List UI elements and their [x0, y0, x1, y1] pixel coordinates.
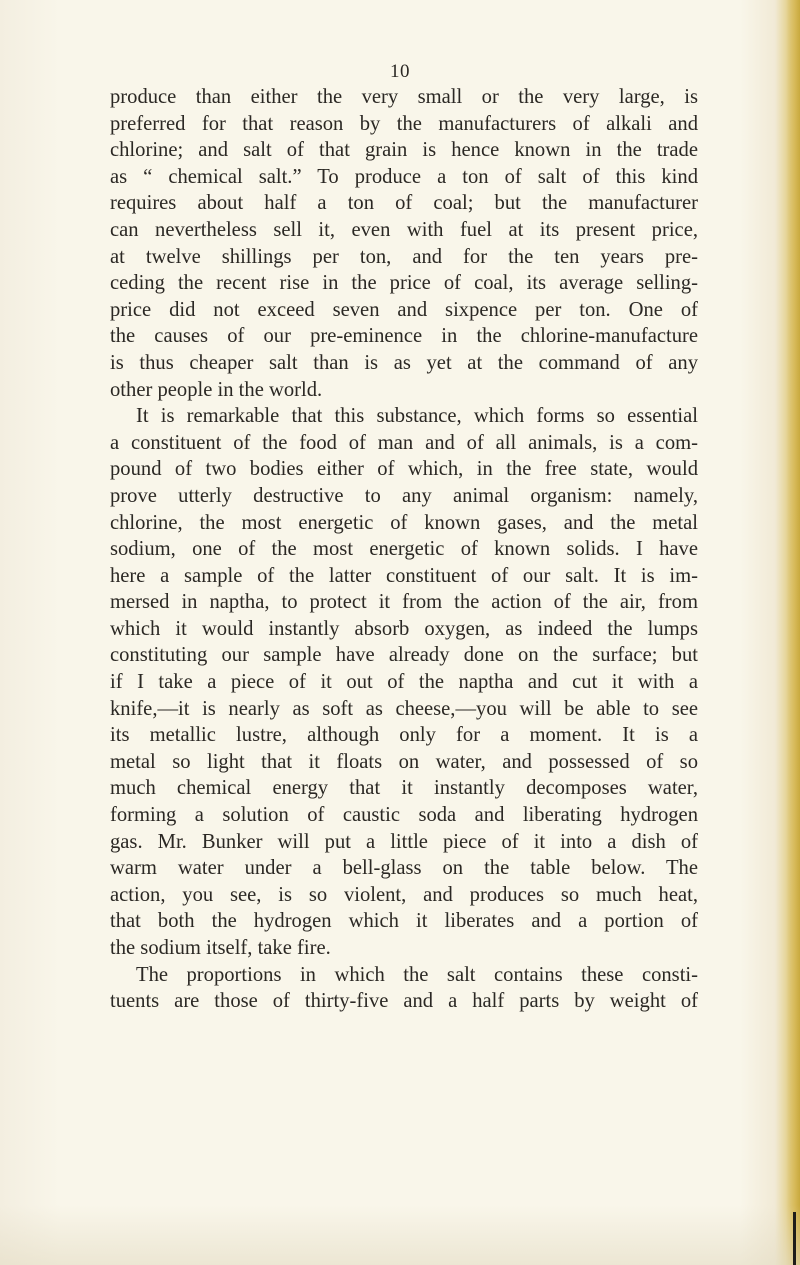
text-line: as “ chemical salt.” To produce a ton of salt of this kind — [110, 165, 698, 188]
text-line: its metallic lustre, although only for a moment. It is a — [110, 724, 698, 747]
text-line: constituting our sample have already done on the surface; but — [110, 644, 698, 667]
text-line: gas. Mr. Bunker will put a little piece of it into a dish of — [110, 830, 698, 853]
text-line: knife,—it is nearly as soft as cheese,—you will be able to see — [110, 697, 698, 720]
text-line: tuents are those of thirty-five and a half parts by weight of — [110, 990, 698, 1013]
text-line: requires about half a ton of coal; but the manufacturer — [110, 192, 698, 215]
text-line: chlorine; and salt of that grain is hence known in the trade — [110, 139, 698, 162]
text-line: mersed in naptha, to protect it from the action of the air, from — [110, 591, 698, 614]
text-line: at twelve shillings per ton, and for the ten years pre- — [110, 245, 698, 268]
text-line: forming a solution of caustic soda and liberating hydrogen — [110, 804, 698, 827]
text-line: a constituent of the food of man and of all animals, is a com- — [110, 431, 698, 454]
text-line: much chemical energy that it instantly decomposes water, — [110, 777, 698, 800]
page-edge-shadow — [786, 0, 800, 1265]
text-line: price did not exceed seven and sixpence per ton. One of — [110, 298, 698, 321]
text-line: the causes of our pre-eminence in the chlorine-manufacture — [110, 325, 698, 348]
text-line: that both the hydrogen which it liberates and a portion of — [110, 910, 698, 933]
text-line: It is remarkable that this substance, which forms so essential — [136, 405, 698, 428]
text-line: which it would instantly absorb oxygen, as indeed the lumps — [110, 617, 698, 640]
text-line: can nevertheless sell it, even with fuel at its present price, — [110, 218, 698, 241]
text-line: action, you see, is so violent, and produces so much heat, — [110, 883, 698, 906]
text-line: here a sample of the latter constituent of our salt. It is im- — [110, 564, 698, 587]
edge-mark — [793, 1212, 796, 1265]
text-line: warm water under a bell-glass on the table below. The — [110, 857, 698, 880]
text-line: metal so light that it floats on water, and possessed of so — [110, 750, 698, 773]
text-line: pound of two bodies either of which, in the free state, would — [110, 458, 698, 481]
body-text — [110, 84, 698, 1015]
page-bottom-fade — [0, 1205, 800, 1265]
text-line: if I take a piece of it out of the naptha and cut it with a — [110, 671, 698, 694]
text-line: prove utterly destructive to any animal organism: namely, — [110, 484, 698, 507]
text-line: the sodium itself, take fire. — [110, 937, 331, 959]
text-line: The proportions in which the salt contains these consti- — [136, 963, 698, 986]
text-line: preferred for that reason by the manufacturers of alkali and — [110, 112, 698, 135]
text-line: other people in the world. — [110, 378, 323, 401]
text-line: chlorine, the most energetic of known gases, and the metal — [110, 511, 698, 534]
text-line: is thus cheaper salt than is as yet at the command of any — [110, 351, 698, 374]
text-line: produce than either the very small or the very large, is — [110, 86, 698, 108]
text-line: sodium, one of the most energetic of known solids. I have — [110, 538, 698, 561]
text-line: ceding the recent rise in the price of coal, its average selling- — [110, 272, 698, 295]
page-number: 10 — [390, 61, 410, 82]
